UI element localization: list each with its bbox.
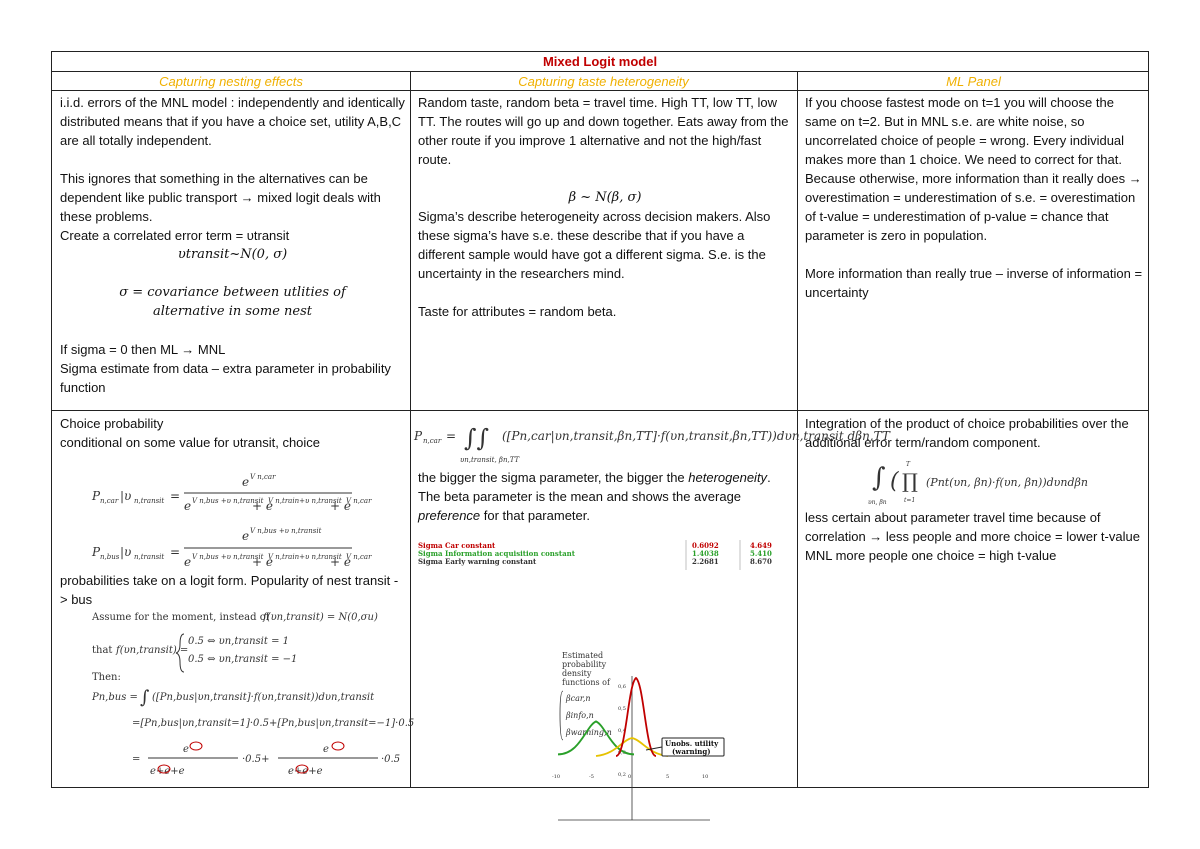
emphasis-heterogeneity: heterogeneity [688, 470, 768, 485]
sigma-row-t: 4.649 [750, 541, 772, 550]
paragraph: conditional on some value for υtransit, choice [60, 435, 321, 450]
x-tick-label: 10 [702, 774, 709, 780]
svg-text:n,car: n,car [100, 497, 119, 505]
svg-text:∫∫: ∫∫ [464, 424, 490, 452]
text-span: the bigger the sigma parameter, the bigger the [418, 470, 689, 485]
svg-text:=: = [132, 754, 141, 765]
svg-text:V n,bus +υ n,transit: V n,bus +υ n,transit [192, 497, 264, 505]
svg-text:([Pn,bus|υn,transit]·f(υn,tran: ([Pn,bus|υn,transit]·f(υn,transit))dυn,transit [152, 692, 375, 703]
logit-probability-formulas [92, 466, 392, 571]
paragraph: Random taste, random beta = travel time. High TT, low TT, low TT. The routes will go up and down together. Eats away from the other route if you improve 1 alternative and not the high/fast route. [418, 95, 789, 167]
svg-text:P: P [92, 489, 101, 503]
svg-text:V n,car: V n,car [346, 553, 372, 561]
paragraph: probabilities take on a logit form. Popularity of nest transit -> bus [60, 573, 399, 607]
paragraph: Sigma’s describe heterogeneity across decision makers. Also these sigma’s have s.e. these describe that if you have a different sample would have got a different sigma. S.e. is the uncertainty in the researchers mind. [418, 209, 771, 281]
sigma-row-value: 2.2681 [692, 557, 719, 566]
y-tick-label: 0,6 [618, 684, 626, 690]
paragraph: less certain about parameter travel time because of correlation → less people and more choice = lower t-value [805, 510, 1140, 544]
x-tick-label: 0 [628, 774, 632, 780]
svg-text:=: = [446, 429, 457, 443]
svg-text:0.5 ⇔ υn,transit = −1: 0.5 ⇔ υn,transit = −1 [188, 654, 298, 665]
svg-text:n,transit: n,transit [134, 497, 165, 505]
sigma-row-t: 8.670 [750, 557, 772, 566]
chart-caption: Estimated [562, 651, 604, 660]
chart-callout-text: (warning) [672, 747, 711, 756]
svg-text:V n,train+υ n,transit: V n,train+υ n,transit [268, 497, 342, 505]
divider [52, 410, 1148, 411]
cell-taste-text [418, 93, 792, 321]
x-tick-label: -10 [552, 774, 561, 780]
svg-text:0.5 ⇔ υn,transit = 1: 0.5 ⇔ υn,transit = 1 [188, 636, 289, 647]
paragraph [418, 468, 792, 525]
svg-text:∫: ∫ [140, 687, 150, 708]
svg-text:V n,bus +υ n,transit: V n,bus +υ n,transit [192, 553, 264, 561]
paragraph: More information than really true – inverse of information = uncertainty [805, 266, 1143, 300]
svg-text:e: e [183, 744, 189, 755]
sigma-row-label: Sigma Early warning constant [418, 557, 537, 566]
chart-callout-text: Unobs. utility [665, 739, 719, 748]
random-beta-integral-formula [410, 420, 890, 466]
chart-caption: probability [562, 660, 607, 669]
svg-text:+ e: + e [330, 555, 351, 569]
that-text: that [92, 645, 113, 656]
y-tick-label: 0,5 [618, 706, 626, 712]
svg-text:|υ: |υ [120, 489, 132, 503]
svg-text:n,car: n,car [423, 437, 442, 445]
svg-text:e+e+e: e+e+e [288, 766, 323, 777]
panel-integral-formula [862, 452, 1122, 508]
sigma-row-label: Sigma Information acquisition constant [418, 549, 575, 558]
svg-text:V n,car: V n,car [346, 497, 372, 505]
svg-text:V n,train+υ n,transit: V n,train+υ n,transit [268, 553, 342, 561]
svg-text:υn,transit, βn,TT: υn,transit, βn,TT [460, 456, 520, 464]
assume-text: Assume for the moment, instead of [92, 612, 270, 623]
formula-sigma-covariance-2: alternative in some nest [153, 304, 312, 319]
column-header-taste: Capturing taste heterogeneity [518, 74, 689, 89]
svg-text:V n,car: V n,car [250, 473, 276, 481]
svg-text:e: e [323, 744, 329, 755]
svg-text:V n,bus +υ n,transit: V n,bus +υ n,transit [250, 527, 322, 535]
svg-text:∫: ∫ [872, 463, 886, 493]
paragraph: MNL more people one choice = high t-value [805, 548, 1057, 563]
svg-text:=: = [170, 489, 181, 503]
svg-text:e: e [184, 555, 192, 569]
x-tick-label: -5 [589, 774, 594, 780]
sigma-row-label: Sigma Car constant [418, 541, 496, 550]
column-header-nesting: Capturing nesting effects [159, 74, 303, 89]
chart-legend: βinfo,n [566, 711, 594, 720]
then-text: Then: [92, 672, 121, 683]
cell-panel-integration [805, 414, 1145, 452]
svg-text:e: e [242, 475, 250, 489]
svg-text:+ e: + e [252, 499, 273, 513]
y-tick-label: 0,4 [618, 728, 626, 734]
svg-text:e: e [184, 499, 192, 513]
cell-panel-text [805, 93, 1145, 302]
divider [52, 71, 1148, 72]
svg-text:f(υn,transit) = N(0,σu): f(υn,transit) = N(0,σu) [263, 612, 378, 623]
svg-text:Pn,bus =: Pn,bus = [92, 692, 138, 703]
svg-text:∏: ∏ [902, 469, 918, 493]
paragraph: Integration of the product of choice probabilities over the additional error term/random component. [805, 416, 1129, 450]
svg-text:=[Pn,bus|υn,transit=1]·0.5+[Pn: =[Pn,bus|υn,transit=1]·0.5+[Pn,bus|υn,transit=−1]·0.5 [132, 718, 415, 729]
y-tick-label: 0,3 [618, 750, 626, 756]
paragraph: If you choose fastest mode on t=1 you will choose the same on t=2. But in MNL s.e. are white noise, so uncorrelated choice of people = wrong. Every individual makes more than 1 choice. We need to correct for that. Because otherwise, more information than it really does → overestimation = underestimation of s.e. = overestimation of t-value = underestimation of p-value = chance that parameter is zero in population. [805, 95, 1142, 243]
svg-text:f(υn,transit) =: f(υn,transit) = [116, 645, 189, 656]
mixed-logit-table [51, 51, 1149, 788]
sigma-row-t: 5.410 [750, 549, 772, 558]
svg-text:([Pn,car|υn,transit,βn,TT]·f(υ: ([Pn,car|υn,transit,βn,TT]·f(υn,transit,βn,TT))dυn,transit dβn,TT [502, 429, 890, 443]
svg-text:(Pnt(υn, βn)·f(υn, βn))dυndβn: (Pnt(υn, βn)·f(υn, βn))dυndβn [926, 476, 1088, 489]
sigma-row-value: 1.4038 [692, 549, 719, 558]
sigma-estimates-figure [410, 536, 795, 786]
svg-text:P: P [414, 429, 423, 443]
paragraph: Taste for attributes = random beta. [418, 304, 617, 319]
svg-text:=: = [170, 545, 181, 559]
formula-random-beta: β ~ N(β, σ) [568, 190, 642, 205]
paragraph: If sigma = 0 then ML → MNL [60, 342, 226, 357]
cell-nesting-popularity [60, 571, 405, 609]
formula-sigma-covariance: σ = covariance between utlities of [119, 285, 346, 300]
svg-text:(: ( [890, 469, 899, 494]
cell-panel-conclusion [805, 508, 1145, 565]
cell-nesting-probability [60, 414, 405, 452]
formula-error-term: υtransit~N(0, σ) [177, 247, 288, 262]
emphasis-preference: preference [418, 508, 481, 523]
chart-legend: βwarning,n [566, 728, 612, 737]
svg-text:T: T [906, 461, 911, 468]
svg-text:e+e+e: e+e+e [150, 766, 185, 777]
chart-x-ticks [552, 770, 722, 782]
text-span: . The beta parameter is the mean and shows the average [418, 470, 771, 504]
chart-caption: functions of [562, 678, 610, 687]
column-header-panel: ML Panel [946, 74, 1001, 89]
x-tick-label: 5 [666, 774, 670, 780]
text-span: for that parameter. [480, 508, 590, 523]
y-tick-label: 0,2 [618, 772, 626, 778]
svg-text:t=1: t=1 [904, 497, 916, 504]
svg-text:e: e [242, 529, 250, 543]
svg-text:+ e: + e [252, 555, 273, 569]
chart-caption: density [562, 669, 592, 678]
paragraph: i.i.d. errors of the MNL model : independently and identically distributed means that if you have a choice set, utility A,B,C are all totally independent. [60, 95, 405, 148]
paragraph: Create a correlated error term = υtransit [60, 228, 290, 243]
divider [52, 90, 1148, 91]
paragraph: Choice probability [60, 416, 164, 431]
chart-legend: βcar,n [566, 694, 591, 703]
svg-text:P: P [92, 545, 101, 559]
cell-nesting-text [60, 93, 405, 397]
svg-text:+ e: + e [330, 499, 351, 513]
svg-text:|υ: |υ [120, 545, 132, 559]
sigma-row-value: 0.6092 [692, 541, 719, 550]
svg-text:n,transit: n,transit [134, 553, 165, 561]
cell-taste-explanation [418, 468, 792, 525]
svg-text:·0.5+: ·0.5+ [242, 754, 270, 765]
svg-text:υn, βn: υn, βn [868, 499, 887, 506]
paragraph: Sigma estimate from data – extra parameter in probability function [60, 361, 391, 395]
svg-text:·0.5: ·0.5 [381, 754, 401, 765]
nest-probability-derivation [88, 608, 415, 784]
svg-text:n,bus: n,bus [100, 553, 120, 561]
table-title: Mixed Logit model [542, 54, 658, 69]
paragraph: This ignores that something in the alternatives can be dependent like public transport → mixed logit deals with these problems. [60, 171, 381, 224]
